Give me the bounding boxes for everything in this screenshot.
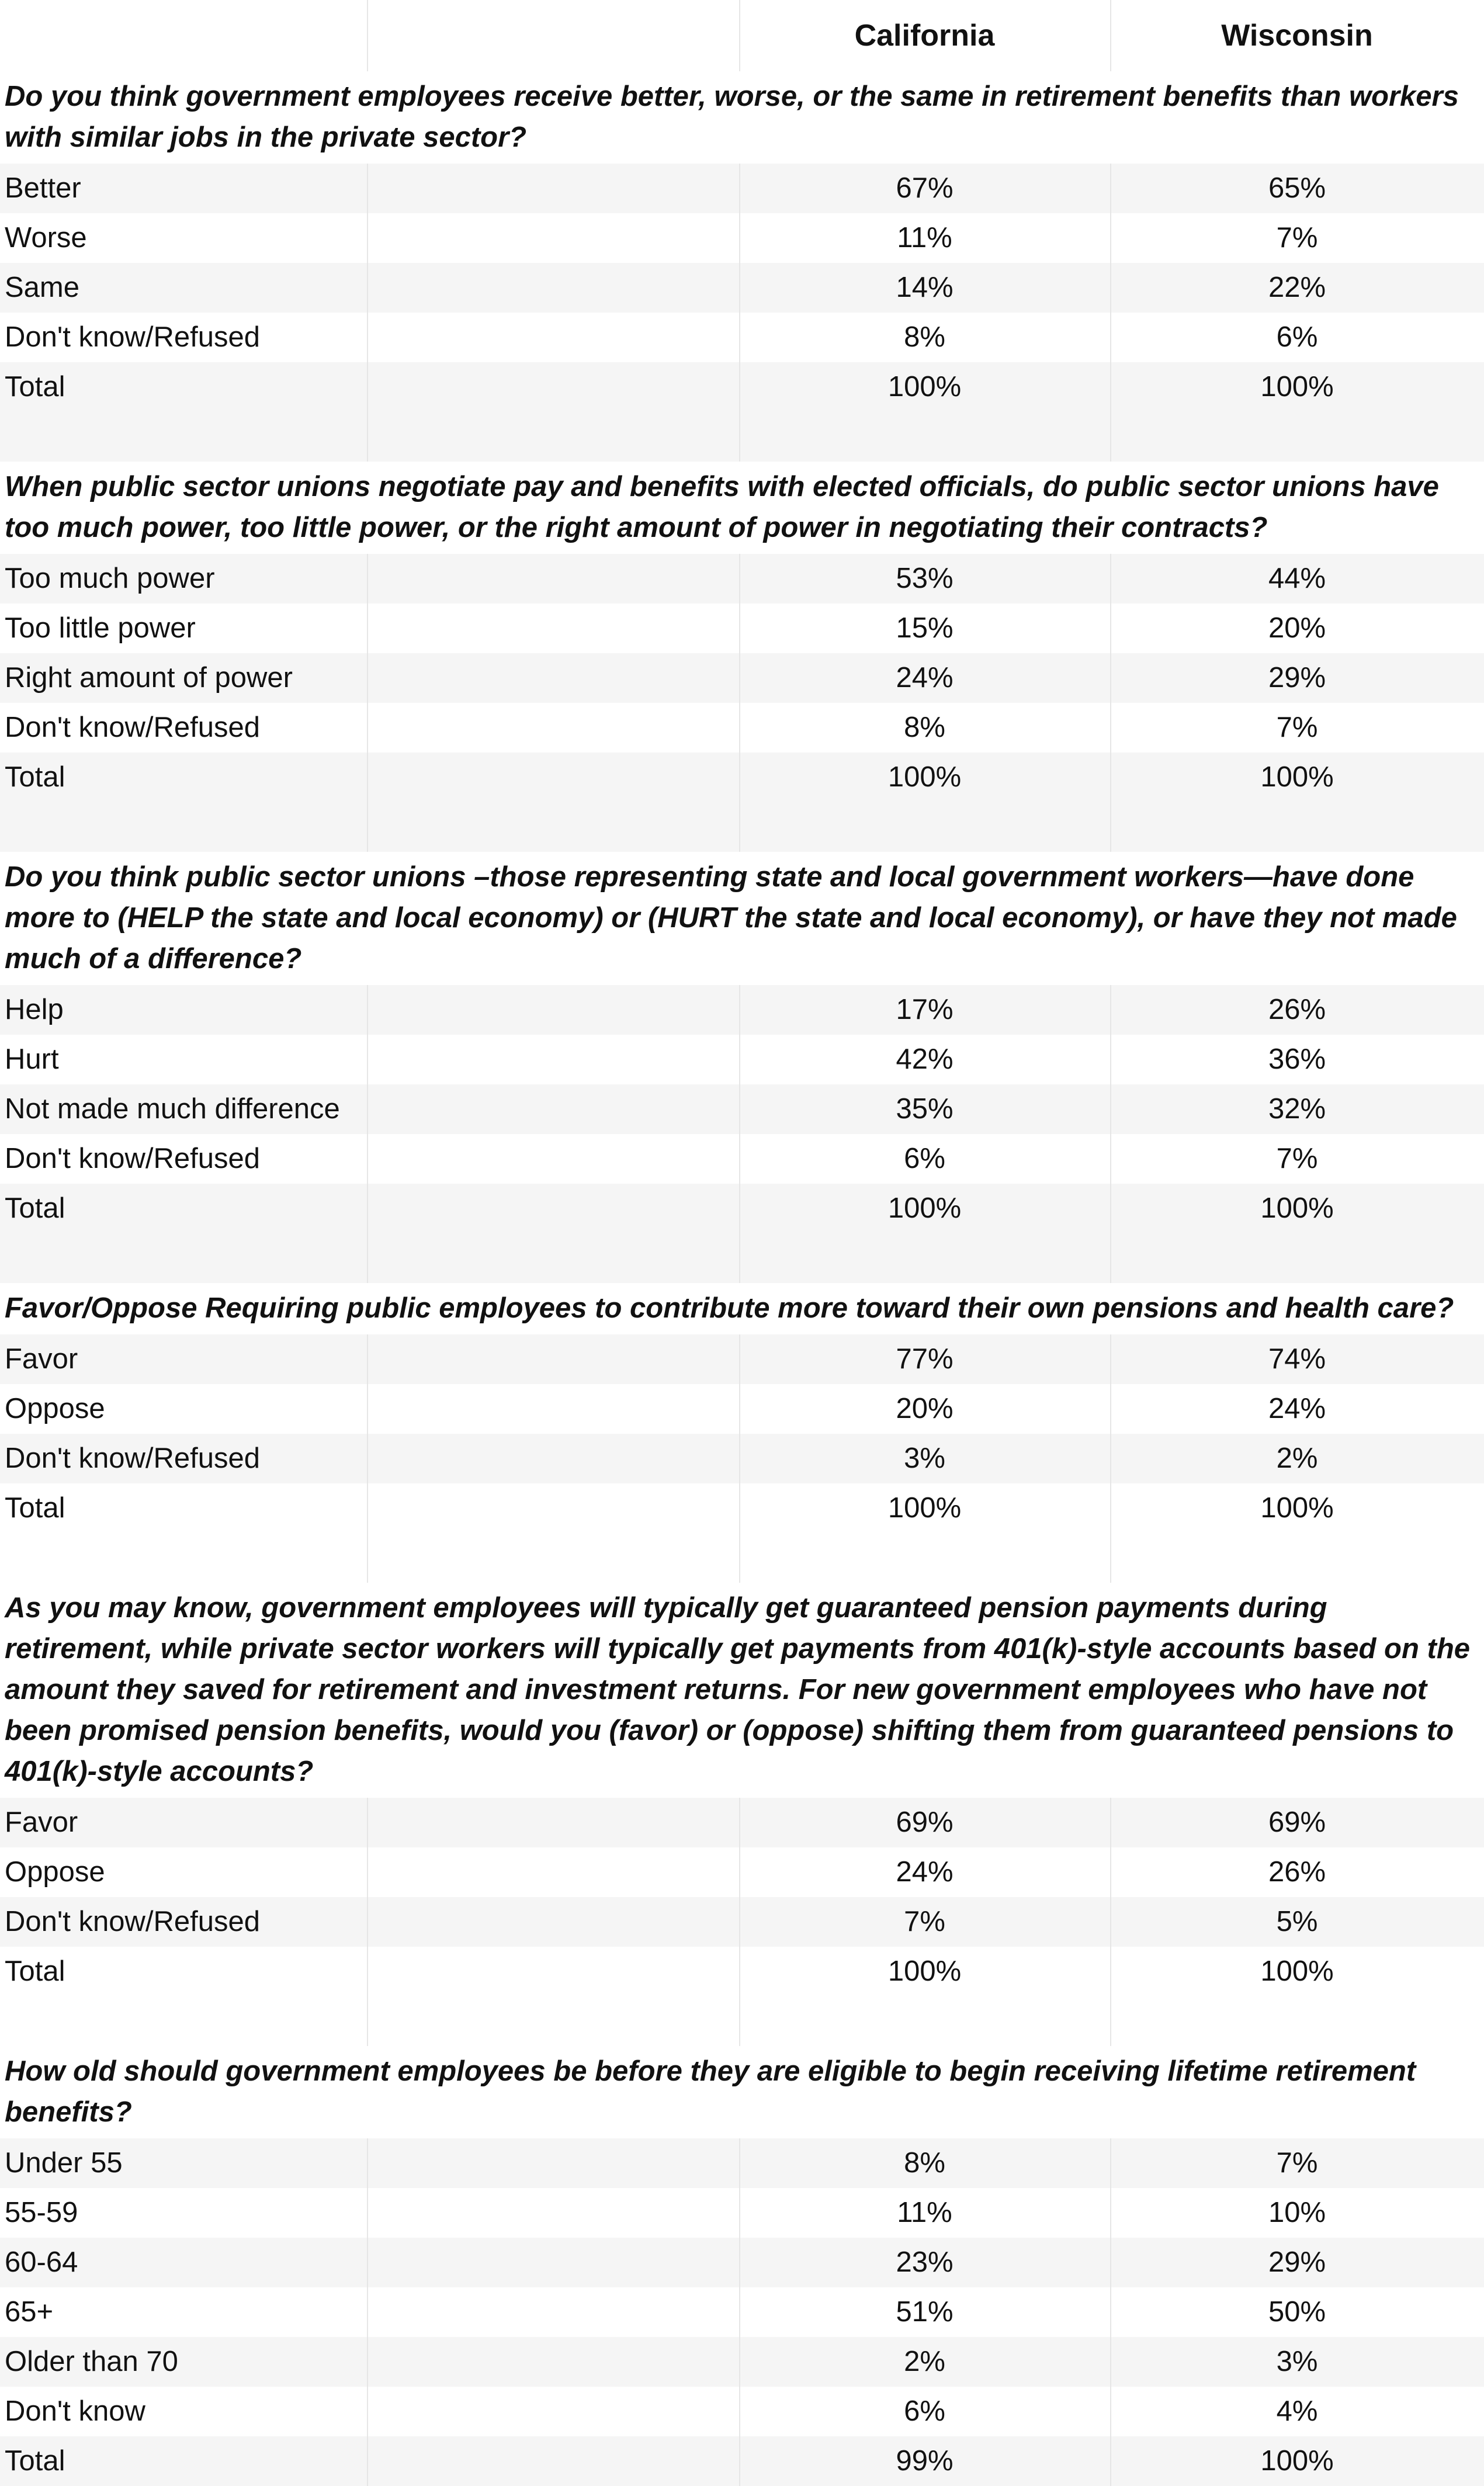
question-text: When public sector unions negotiate pay and benefits with elected officials, do public sector unions have too much power, too little power, or the right amount of power in negotiating their contracts? [0,462,1484,554]
california-value: 8% [904,321,945,353]
grid-line [367,2138,368,2188]
california-value: 53% [896,563,953,594]
answer-label: Not made much difference [5,1093,340,1125]
answer-row [0,1847,1484,1897]
answer-row [0,554,1484,604]
grid-line [367,1847,368,1897]
grid-line [367,1084,368,1134]
answer-row [0,164,1484,213]
question-text: As you may know, government employees will typically get guaranteed pension payments during retirement, while private sector workers will typically get payments from 401(k)-style accounts based on the amount they saved for retirement and investment returns. For new government employees who have not been promised pension benefits, would you (favor) or (oppose) shifting them from guaranteed pensions to 401(k)-style accounts? [0,1583,1484,1798]
answer-label: Same [5,272,80,303]
grid-line [367,554,368,604]
california-value: 20% [896,1393,953,1424]
grid-line [367,1233,368,1283]
grid-line [739,1233,740,1283]
answer-label: 65+ [5,2296,54,2328]
grid-line [367,2337,368,2387]
answer-label: Don't know/Refused [5,712,260,743]
california-value: 8% [904,2147,945,2179]
section-spacer [0,802,1484,852]
answer-label: Total [5,1492,65,1524]
wisconsin-value: 74% [1268,1343,1326,1375]
answer-label: Total [5,2445,65,2477]
wisconsin-value: 4% [1276,2395,1318,2427]
grid-line [367,2188,368,2238]
section-spacer [0,1533,1484,1583]
answer-label: Worse [5,222,87,254]
wisconsin-value: 100% [1260,2445,1334,2477]
answer-label: Older than 70 [5,2346,178,2377]
column-header-wisconsin: Wisconsin [1221,19,1373,53]
grid-line [1110,412,1111,462]
grid-line [367,0,368,71]
wisconsin-value: 100% [1260,371,1334,403]
california-value: 8% [904,712,945,743]
wisconsin-value: 50% [1268,2296,1326,2328]
california-value: 17% [896,994,953,1025]
wisconsin-value: 100% [1260,1955,1334,1987]
answer-label: 55-59 [5,2197,78,2228]
grid-line [367,604,368,653]
california-value: 42% [896,1043,953,1075]
wisconsin-value: 7% [1276,712,1318,743]
grid-line [739,1996,740,2046]
grid-line [367,985,368,1035]
total-row [0,1483,1484,1533]
grid-line [367,213,368,263]
answer-row [0,2287,1484,2337]
wisconsin-value: 65% [1268,172,1326,204]
answer-label: Don't know/Refused [5,321,260,353]
answer-label: Oppose [5,1393,105,1424]
wisconsin-value: 100% [1260,761,1334,793]
answer-label: Too much power [5,563,215,594]
california-value: 15% [896,612,953,644]
grid-line [367,412,368,462]
california-value: 67% [896,172,953,204]
answer-label: Don't know [5,2395,145,2427]
grid-line [1110,1533,1111,1583]
california-value: 7% [904,1906,945,1937]
grid-line [367,653,368,703]
grid-line [1110,1996,1111,2046]
grid-line [739,1533,740,1583]
grid-line [1110,802,1111,852]
section-spacer [0,1996,1484,2046]
california-value: 24% [896,1856,953,1888]
header-row [0,0,1484,71]
answer-row [0,1384,1484,1434]
answer-label: Favor [5,1807,78,1838]
grid-line [739,412,740,462]
column-header-california: California [854,19,995,53]
wisconsin-value: 7% [1276,1143,1318,1174]
california-value: 100% [887,1492,962,1524]
answer-label: Better [5,172,81,204]
answer-label: Don't know/Refused [5,1906,260,1937]
answer-row [0,1035,1484,1084]
wisconsin-value: 36% [1268,1043,1326,1075]
grid-line [367,2287,368,2337]
wisconsin-value: 3% [1276,2346,1318,2377]
california-value: 23% [896,2246,953,2278]
answer-row [0,1334,1484,1384]
total-row [0,1947,1484,1996]
grid-line [739,802,740,852]
grid-line [367,1897,368,1947]
answer-row [0,653,1484,703]
answer-row [0,1134,1484,1184]
answer-row [0,2387,1484,2436]
answer-label: Don't know/Refused [5,1443,260,1474]
california-value: 24% [896,662,953,694]
wisconsin-value: 26% [1268,994,1326,1025]
california-value: 100% [887,761,962,793]
california-value: 51% [896,2296,953,2328]
question-text: How old should government employees be before they are eligible to begin receiving lifetime retirement benefits? [0,2046,1484,2138]
california-value: 11% [897,2197,952,2228]
grid-line [367,1798,368,1847]
grid-line [367,1996,368,2046]
answer-row [0,2188,1484,2238]
grid-line [367,1434,368,1483]
answer-row [0,263,1484,313]
grid-line [367,1184,368,1233]
grid-line [367,1483,368,1533]
answer-label: Right amount of power [5,662,293,694]
california-value: 99% [896,2445,953,2477]
answer-label: Don't know/Refused [5,1143,260,1174]
grid-line [367,2387,368,2436]
total-row [0,2436,1484,2486]
answer-row [0,1897,1484,1947]
grid-line [367,164,368,213]
wisconsin-value: 29% [1268,2246,1326,2278]
answer-label: Under 55 [5,2147,123,2179]
section-spacer [0,412,1484,462]
wisconsin-value: 32% [1268,1093,1326,1125]
question-text: Favor/Oppose Requiring public employees to contribute more toward their own pensions and health care? [0,1283,1484,1334]
wisconsin-value: 20% [1268,612,1326,644]
grid-line [1110,1233,1111,1283]
grid-line [367,1334,368,1384]
wisconsin-value: 6% [1276,321,1318,353]
answer-row [0,213,1484,263]
california-value: 100% [887,371,962,403]
grid-line [367,313,368,362]
answer-label: Oppose [5,1856,105,1888]
wisconsin-value: 5% [1276,1906,1318,1937]
california-value: 100% [887,1192,962,1224]
california-value: 11% [897,222,952,254]
wisconsin-value: 10% [1268,2197,1326,2228]
answer-label: Total [5,371,65,403]
california-value: 69% [896,1807,953,1838]
grid-line [367,1035,368,1084]
answer-label: Favor [5,1343,78,1375]
grid-line [367,703,368,753]
wisconsin-value: 24% [1268,1393,1326,1424]
grid-line [367,1384,368,1434]
total-row [0,753,1484,802]
answer-row [0,985,1484,1035]
total-row [0,362,1484,412]
wisconsin-value: 7% [1276,2147,1318,2179]
wisconsin-value: 26% [1268,1856,1326,1888]
california-value: 3% [904,1443,945,1474]
answer-label: Hurt [5,1043,59,1075]
answer-label: 60-64 [5,2246,78,2278]
answer-row [0,1798,1484,1847]
answer-row [0,1084,1484,1134]
grid-line [367,1134,368,1184]
california-value: 6% [904,2395,945,2427]
grid-line [367,753,368,802]
answer-row [0,703,1484,753]
wisconsin-value: 22% [1268,272,1326,303]
wisconsin-value: 69% [1268,1807,1326,1838]
grid-line [367,802,368,852]
answer-label: Total [5,1192,65,1224]
question-text: Do you think government employees receive better, worse, or the same in retirement benefits than workers with similar jobs in the private sector? [0,71,1484,164]
grid-line [367,263,368,313]
section-spacer [0,1233,1484,1283]
answer-label: Too little power [5,612,196,644]
california-value: 6% [904,1143,945,1174]
answer-row [0,313,1484,362]
question-text: Do you think public sector unions –those representing state and local government workers—have done more to (HELP the state and local economy) or (HURT the state and local economy), or have they not made much of a difference? [0,852,1484,985]
answer-row [0,2138,1484,2188]
grid-line [367,362,368,412]
california-value: 35% [896,1093,953,1125]
california-value: 2% [904,2346,945,2377]
wisconsin-value: 7% [1276,222,1318,254]
answer-label: Total [5,1955,65,1987]
answer-label: Total [5,761,65,793]
wisconsin-value: 29% [1268,662,1326,694]
answer-row [0,604,1484,653]
total-row [0,1184,1484,1233]
wisconsin-value: 2% [1276,1443,1318,1474]
grid-line [367,1947,368,1996]
wisconsin-value: 100% [1260,1192,1334,1224]
california-value: 77% [896,1343,953,1375]
grid-line [367,2238,368,2287]
answer-label: Help [5,994,64,1025]
california-value: 14% [896,272,953,303]
answer-row [0,1434,1484,1483]
wisconsin-value: 44% [1268,563,1326,594]
answer-row [0,2337,1484,2387]
wisconsin-value: 100% [1260,1492,1334,1524]
california-value: 100% [887,1955,962,1987]
answer-row [0,2238,1484,2287]
survey-sections [0,71,1484,2486]
grid-line [367,1533,368,1583]
grid-line [367,2436,368,2486]
